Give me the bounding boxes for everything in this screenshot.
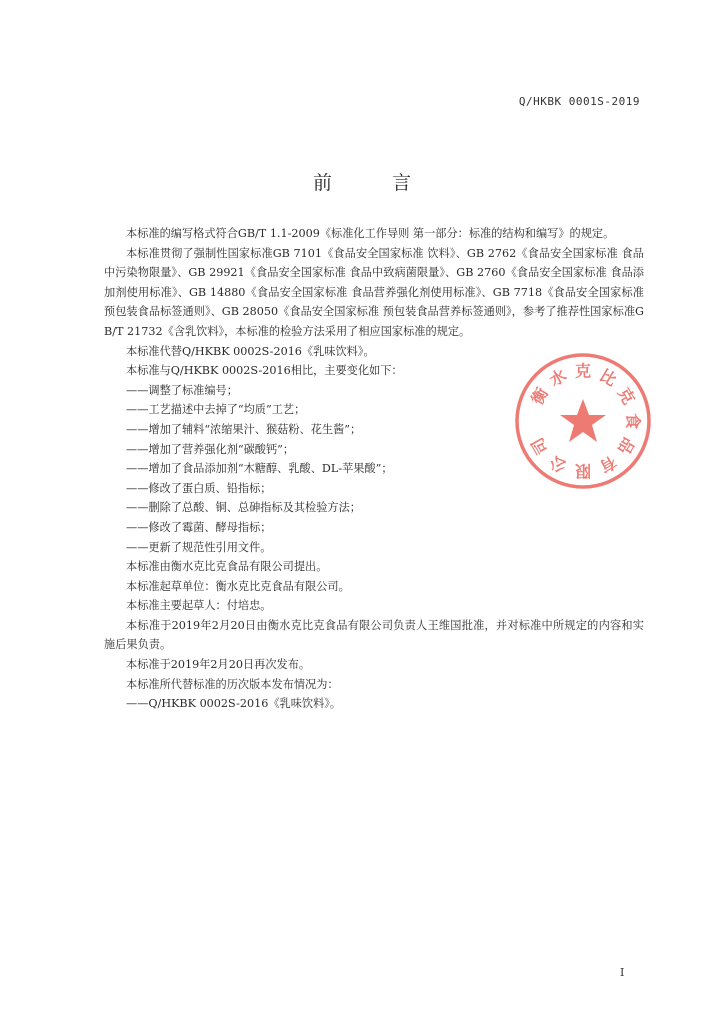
change-item: ——增加了营养强化剂“碳酸钙”； xyxy=(126,442,295,456)
paragraph-format: 本标准的编写格式符合GB/T 1.1-2009《标准化工作导则 第一部分：标准的结构和编写》的规定。 xyxy=(126,227,615,240)
seal-char: 公 xyxy=(546,452,570,477)
seal-char: 比 xyxy=(596,365,620,390)
paragraph-changes-intro: 本标准与Q/HKBK 0002S-2016相比，主要变化如下： xyxy=(126,364,403,378)
change-item: ——增加了食品添加剂“木糖醇、乳酸、DL-苹果酸”； xyxy=(126,462,393,476)
page-title xyxy=(0,168,724,195)
history-item: ——Q/HKBK 0002S-2016《乳味饮料》。 xyxy=(126,697,342,711)
seal-char: 限 xyxy=(574,461,592,481)
paragraph-referenced-standards: 本标准贯彻了强制性国家标准GB 7101《食品安全国家标准 饮料》、GB 2762《食品安全国家标准 食品中污染物限量》、GB 29921《食品安全国家标准 食品中致病菌限量》、GB 2760《食品安全国家标准 食品添加剂使用标准》、GB 14880《食品安全国家标准 食品营养强化剂使用标准》、GB 7718《食品安全国家标准 预包装食品标签通则》、GB 28050《食品安全国家标准 预包装食品营养标签通则》，参考了推荐性国家标准GB/T 21732《含乳饮料》，本标准的检验方法采用了相应国家标准的规定。 xyxy=(104,246,644,338)
seal-char: 衡 xyxy=(527,384,552,408)
paragraph-drafting-unit: 本标准起草单位：衡水克比克食品有限公司。 xyxy=(126,579,350,593)
seal-char: 食 xyxy=(623,412,643,430)
change-item: ——增加了辅料“浓缩果汁、猴菇粉、花生酱”； xyxy=(126,422,362,436)
change-item: ——工艺描述中去掉了“均质”工艺； xyxy=(126,403,306,417)
document-code: Q/HKBK 0001S-2019 xyxy=(518,95,640,108)
title-char-1: 前 xyxy=(312,172,332,194)
document-body xyxy=(104,224,644,714)
change-item: ——修改了蛋白质、铅指标； xyxy=(126,481,272,495)
change-item: ——更新了规范性引用文件。 xyxy=(126,540,272,554)
seal-char: 水 xyxy=(546,365,570,390)
change-item: ——调整了标准编号； xyxy=(126,383,238,397)
seal-char: 有 xyxy=(596,452,620,477)
paragraph-release: 本标准于2019年2月20日再次发布。 xyxy=(126,658,311,672)
seal-char: 品 xyxy=(614,434,639,458)
paragraph-replaces: 本标准代替Q/HKBK 0002S-2016《乳味饮料》。 xyxy=(126,344,375,358)
title-char-2: 言 xyxy=(392,172,412,194)
paragraph-main-drafter: 本标准主要起草人：付培忠。 xyxy=(126,599,272,613)
change-item: ——删除了总酸、铜、总砷指标及其检验方法； xyxy=(126,501,361,515)
paragraph-approval: 本标准于2019年2月20日由衡水克比克食品有限公司负责人王维国批准，并对标准中所规定的内容和实施后果负责。 xyxy=(104,618,644,652)
seal-char: 克 xyxy=(574,361,592,381)
seal-char: 克 xyxy=(614,384,639,408)
paragraph-history-intro: 本标准所代替标准的历次版本发布情况为： xyxy=(126,677,339,691)
seal-char: 司 xyxy=(527,434,552,458)
page-number: I xyxy=(620,966,625,979)
change-item: ——修改了霉菌、酵母指标； xyxy=(126,520,272,534)
paragraph-proposer: 本标准由衡水克比克食品有限公司提出。 xyxy=(126,560,328,574)
